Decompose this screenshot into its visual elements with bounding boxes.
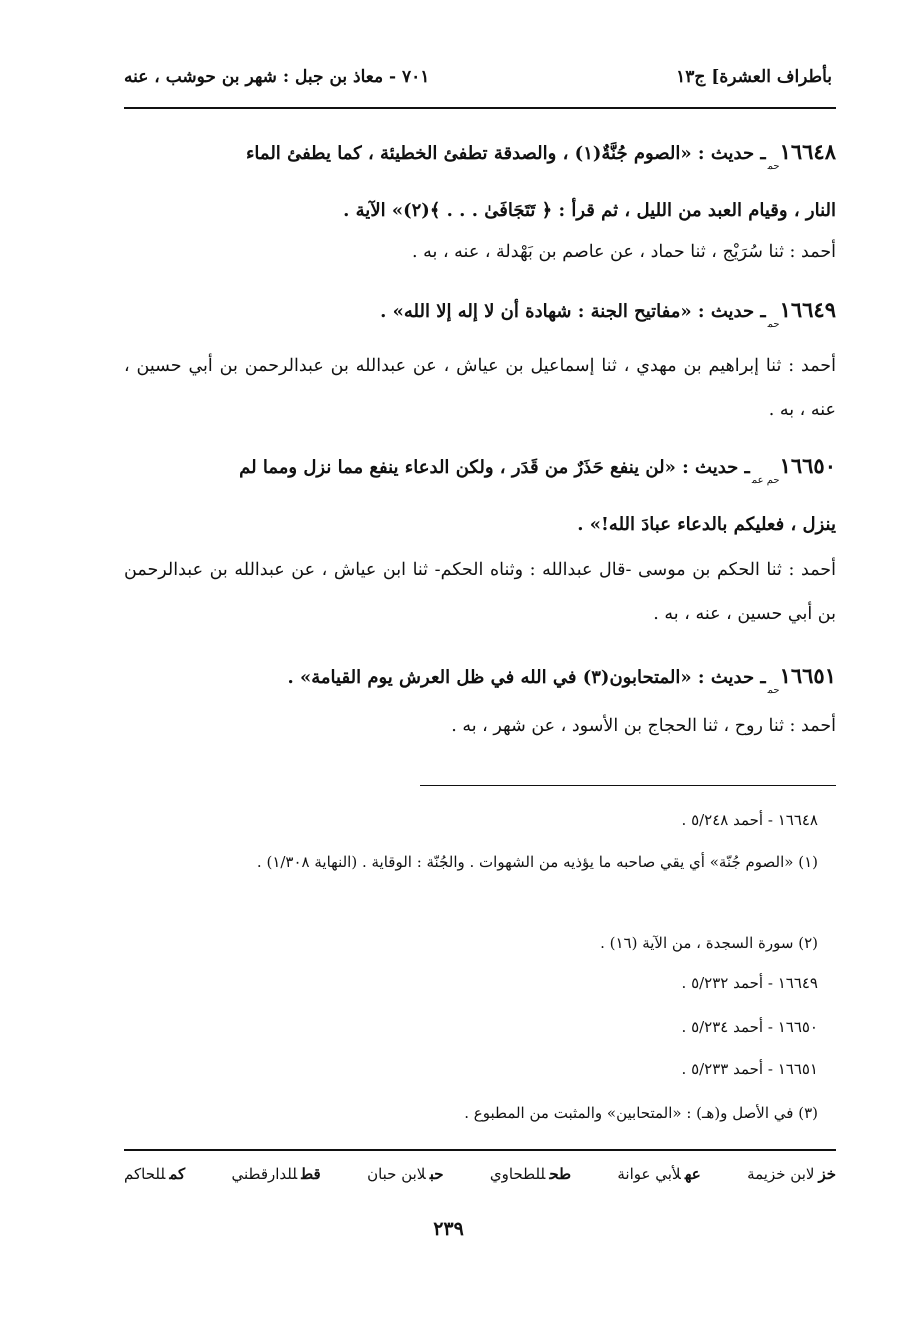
hadith-text: ينزل ، فعليكم بالدعاء عبادَ الله!» . xyxy=(577,514,836,535)
abbreviation-item: قطللدارقطني xyxy=(231,1165,321,1183)
hadith-entry xyxy=(124,130,836,233)
abbreviation-item: عهلأبي عوانة xyxy=(617,1165,701,1183)
hadith-text: النار ، وقيام العبد من الليل ، ثم قرأ : ﴿ تَتَجَافَىٰ . . . ﴾(٢)» الآية . xyxy=(343,200,836,221)
isnad-line: أحمد : ثنا الحكم بن موسى -قال عبدالله : وثناه الحكم- ثنا ابن عياش ، عن عبدالله بن عبدالرحمن بن أبي حسين ، عنه ، به . xyxy=(124,560,836,624)
footnote: (٢) سورة السجدة ، من الآية (١٦) . xyxy=(600,934,818,952)
hadith-number: ١٦٦٥١ xyxy=(779,663,836,688)
hadith-number: ١٦٦٤٩ xyxy=(779,297,836,322)
hadith-text: ـ حديث : «لن ينفع حَذَرٌ من قَدَر ، ولكن الدعاء ينفع مما نزل ومما لم xyxy=(239,457,750,478)
hadith-number: ١٦٦٥٠ xyxy=(779,453,836,478)
hadith-text: ـ حديث : «المتحابون(٣) في الله في ظل العرش يوم القيامة» . xyxy=(287,667,766,688)
footnote: (٣) في الأصل و(هـ) : «المتحابين» والمثبت من المطبوع . xyxy=(464,1104,818,1122)
isnad-line: أحمد : ثنا إبراهيم بن مهدي ، ثنا إسماعيل بن عياش ، عن عبدالله بن عبدالرحمن بن أبي حسين ، عنه ، به . xyxy=(124,356,836,420)
source-sigla: حم xyxy=(767,319,780,330)
abbreviation-key xyxy=(124,1165,836,1191)
footnote: ١٦٦٤٩ - أحمد ٥/٢٣٢ . xyxy=(681,974,818,992)
hadith-text: ـ حديث : «الصوم جُنَّةٌ(١) ، والصدقة تطفئ الخطيئة ، كما يطفئ الماء xyxy=(245,143,766,164)
footnote-separator xyxy=(420,785,836,786)
footnote: ١٦٦٥٠ - أحمد ٥/٢٣٤ . xyxy=(681,1018,818,1036)
footnote: ١٦٦٤٨ - أحمد ٥/٢٤٨ . xyxy=(681,811,818,829)
header-rule xyxy=(124,107,836,109)
footer-rule xyxy=(124,1149,836,1151)
running-header xyxy=(124,62,832,92)
hadith-entry xyxy=(124,288,836,347)
abbreviation-item: خزلابن خزيمة xyxy=(747,1165,836,1183)
header-volume: بأطراف العشرة] ج١٣ xyxy=(676,67,832,87)
footnote: (١) «الصوم جُنّة» أي يقي صاحبه ما يؤذيه من الشهوات . والجُنّة : الوقاية . (النهاية ١/٣٠٨) . xyxy=(256,853,818,871)
hadith-number: ١٦٦٤٨ xyxy=(779,139,836,164)
page-number: ٢٣٩ xyxy=(433,1218,464,1240)
isnad-line: أحمد : ثنا سُرَيْج ، ثنا حماد ، عن عاصم بن بَهْدلة ، عنه ، به . xyxy=(412,242,836,262)
source-sigla: حم xyxy=(767,161,780,172)
abbreviation-item: حبلابن حبان xyxy=(367,1165,444,1183)
footnote: ١٦٦٥١ - أحمد ٥/٢٣٣ . xyxy=(681,1060,818,1078)
abbreviation-item: طحللطحاوي xyxy=(489,1165,572,1183)
abbreviation-item: كمللحاكم xyxy=(124,1165,186,1183)
hadith-entry xyxy=(124,444,836,547)
source-sigla: حم عم xyxy=(751,475,780,486)
header-chapter: ٧٠١ - معاذ بن جبل : شهر بن حوشب ، عنه xyxy=(124,67,430,87)
hadith-text: ـ حديث : «مفاتيح الجنة : شهادة أن لا إله إلا الله» . xyxy=(380,301,766,322)
isnad-line: أحمد : ثنا روح ، ثنا الحجاج بن الأسود ، عن شهر ، به . xyxy=(451,716,836,736)
source-sigla: حم xyxy=(767,685,780,696)
